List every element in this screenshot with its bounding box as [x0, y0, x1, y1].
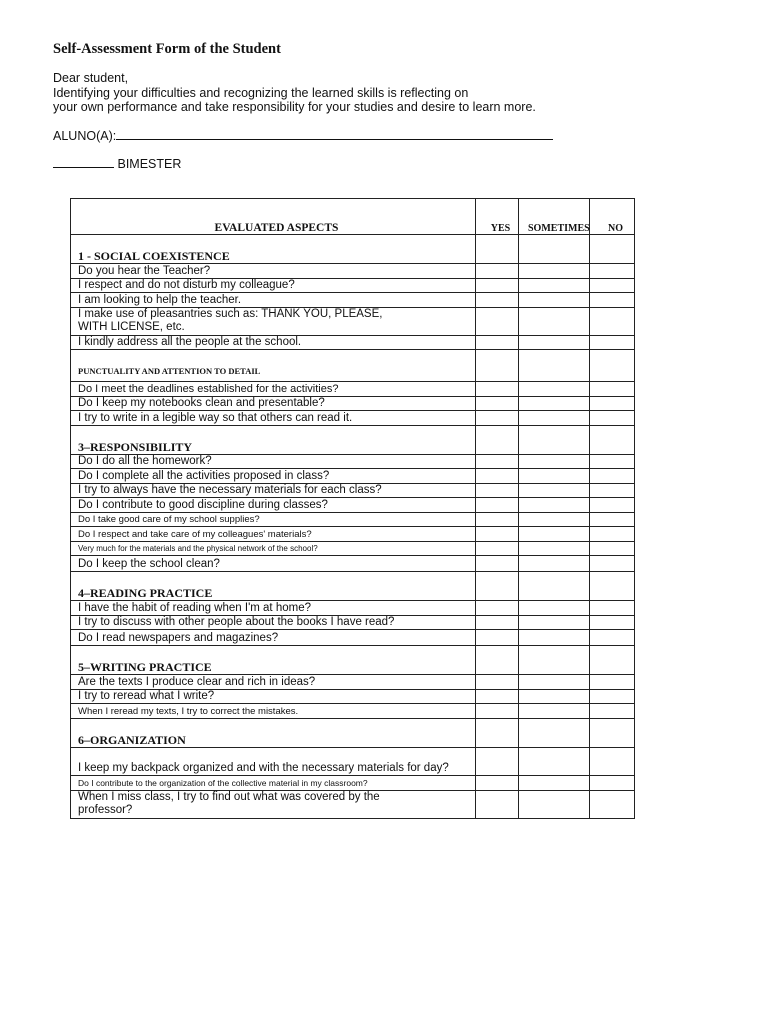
- no-cell[interactable]: [590, 382, 635, 397]
- assessment-table: [70, 198, 635, 819]
- yes-cell[interactable]: [476, 541, 519, 556]
- bimester-label: BIMESTER: [117, 157, 182, 171]
- aspect-text: Do I respect and take care of my colleagues' materials?: [71, 527, 476, 542]
- yes-cell[interactable]: [476, 293, 519, 308]
- student-name-blank[interactable]: [116, 127, 553, 140]
- yes-cell[interactable]: [476, 483, 519, 498]
- no-cell[interactable]: [590, 350, 635, 382]
- intro-text: [53, 71, 536, 115]
- table-row: [71, 541, 635, 556]
- yes-cell[interactable]: [476, 572, 519, 601]
- aspect-text: I kindly address all the people at the school.: [71, 335, 476, 350]
- table-row: [71, 483, 635, 498]
- section-title: PUNCTUALITY AND ATTENTION TO DETAIL: [71, 350, 476, 382]
- form-title: Self-Assessment Form of the Student: [53, 41, 281, 57]
- yes-cell[interactable]: [476, 278, 519, 293]
- table-row: [71, 396, 635, 411]
- no-cell[interactable]: [590, 601, 635, 616]
- sometimes-cell[interactable]: [519, 411, 590, 426]
- no-cell[interactable]: [590, 615, 635, 630]
- sometimes-cell[interactable]: [519, 630, 590, 646]
- student-name-line: [53, 127, 553, 143]
- no-cell[interactable]: [590, 689, 635, 704]
- sometimes-cell[interactable]: [519, 396, 590, 411]
- yes-cell[interactable]: [476, 307, 519, 335]
- yes-cell[interactable]: [476, 675, 519, 690]
- sometimes-cell[interactable]: [519, 704, 590, 719]
- sometimes-cell[interactable]: [519, 335, 590, 350]
- no-cell[interactable]: [590, 278, 635, 293]
- yes-cell[interactable]: [476, 264, 519, 279]
- sometimes-cell[interactable]: [519, 382, 590, 397]
- no-cell[interactable]: [590, 748, 635, 776]
- yes-cell[interactable]: [476, 601, 519, 616]
- section-row: [71, 425, 635, 454]
- yes-cell[interactable]: [476, 235, 519, 264]
- table-row: [71, 776, 635, 791]
- aspect-text: Are the texts I produce clear and rich in ideas?: [71, 675, 476, 690]
- sometimes-cell[interactable]: [519, 527, 590, 542]
- no-cell[interactable]: [590, 425, 635, 454]
- aspect-text: When I miss class, I try to find out what was covered by the professor?: [71, 790, 476, 818]
- yes-cell[interactable]: [476, 350, 519, 382]
- section-title: 6–ORGANIZATION: [71, 719, 476, 748]
- yes-cell[interactable]: [476, 527, 519, 542]
- header-yes: YES: [476, 199, 519, 235]
- sometimes-cell[interactable]: [519, 512, 590, 527]
- no-cell[interactable]: [590, 293, 635, 308]
- bimester-blank[interactable]: [53, 155, 114, 168]
- no-cell[interactable]: [590, 527, 635, 542]
- no-cell[interactable]: [590, 454, 635, 469]
- table-row: [71, 264, 635, 279]
- aspect-text: When I reread my texts, I try to correct the mistakes.: [71, 704, 476, 719]
- sometimes-cell[interactable]: [519, 556, 590, 572]
- sometimes-cell[interactable]: [519, 469, 590, 484]
- aspect-text: I keep my backpack organized and with the necessary materials for day?: [71, 748, 476, 776]
- yes-cell[interactable]: [476, 615, 519, 630]
- aspect-text: Do I do all the homework?: [71, 454, 476, 469]
- yes-cell[interactable]: [476, 704, 519, 719]
- no-cell[interactable]: [590, 411, 635, 426]
- table-header-row: [71, 199, 635, 235]
- section-title: 5–WRITING PRACTICE: [71, 646, 476, 675]
- sometimes-cell[interactable]: [519, 689, 590, 704]
- yes-cell[interactable]: [476, 689, 519, 704]
- sometimes-cell[interactable]: [519, 483, 590, 498]
- aspect-text: Do I contribute to the organization of the collective material in my classroom?: [71, 776, 476, 791]
- sometimes-cell[interactable]: [519, 719, 590, 748]
- intro-greeting: Dear student,: [53, 71, 129, 85]
- no-cell[interactable]: [590, 776, 635, 791]
- no-cell[interactable]: [590, 235, 635, 264]
- section-title: 4–READING PRACTICE: [71, 572, 476, 601]
- sometimes-cell[interactable]: [519, 235, 590, 264]
- aspect-text: I have the habit of reading when I'm at home?: [71, 601, 476, 616]
- table-row: [71, 630, 635, 646]
- no-cell[interactable]: [590, 556, 635, 572]
- aspect-text: Do I keep the school clean?: [71, 556, 476, 572]
- no-cell[interactable]: [590, 307, 635, 335]
- intro-line-1: Identifying your difficulties and recognizing the learned skills is reflecting on: [53, 85, 469, 100]
- sometimes-cell[interactable]: [519, 601, 590, 616]
- section-row: [71, 719, 635, 748]
- table-row: [71, 527, 635, 542]
- table-row: [71, 293, 635, 308]
- section-row: [71, 646, 635, 675]
- yes-cell[interactable]: [476, 748, 519, 776]
- yes-cell[interactable]: [476, 382, 519, 397]
- section-row: [71, 572, 635, 601]
- table-row: [71, 335, 635, 350]
- yes-cell[interactable]: [476, 776, 519, 791]
- aspect-text: I make use of pleasantries such as: THANK YOU, PLEASE, WITH LICENSE, etc.: [71, 307, 476, 335]
- no-cell[interactable]: [590, 675, 635, 690]
- table-row: [71, 278, 635, 293]
- no-cell[interactable]: [590, 541, 635, 556]
- aspect-text: Very much for the materials and the physical network of the school?: [71, 541, 476, 556]
- table-row: [71, 704, 635, 719]
- sometimes-cell[interactable]: [519, 350, 590, 382]
- table-row: [71, 615, 635, 630]
- yes-cell[interactable]: [476, 646, 519, 675]
- yes-cell[interactable]: [476, 630, 519, 646]
- bimester-line: [53, 155, 181, 171]
- aspect-text: I try to always have the necessary materials for each class?: [71, 483, 476, 498]
- yes-cell[interactable]: [476, 790, 519, 818]
- aspect-text: Do I meet the deadlines established for the activities?: [71, 382, 476, 397]
- table-row: [71, 748, 635, 776]
- sometimes-cell[interactable]: [519, 572, 590, 601]
- yes-cell[interactable]: [476, 719, 519, 748]
- table-row: [71, 675, 635, 690]
- no-cell[interactable]: [590, 483, 635, 498]
- section-title: 1 - SOCIAL COEXISTENCE: [71, 235, 476, 264]
- table-row: [71, 689, 635, 704]
- sometimes-cell[interactable]: [519, 498, 590, 513]
- yes-cell[interactable]: [476, 498, 519, 513]
- table-row: [71, 601, 635, 616]
- table-row: [71, 411, 635, 426]
- aspect-text: I try to write in a legible way so that others can read it.: [71, 411, 476, 426]
- sometimes-cell[interactable]: [519, 675, 590, 690]
- header-no: NO: [590, 199, 635, 235]
- sometimes-cell[interactable]: [519, 307, 590, 335]
- no-cell[interactable]: [590, 646, 635, 675]
- yes-cell[interactable]: [476, 512, 519, 527]
- no-cell[interactable]: [590, 630, 635, 646]
- sometimes-cell[interactable]: [519, 425, 590, 454]
- aspect-text: Do I complete all the activities proposed in class?: [71, 469, 476, 484]
- student-name-label: ALUNO(A):: [53, 129, 117, 143]
- table-row: [71, 382, 635, 397]
- yes-cell[interactable]: [476, 556, 519, 572]
- no-cell[interactable]: [590, 719, 635, 748]
- aspect-text: Do I read newspapers and magazines?: [71, 630, 476, 646]
- aspect-text: I try to discuss with other people about the books I have read?: [71, 615, 476, 630]
- aspect-text: Do I take good care of my school supplies?: [71, 512, 476, 527]
- no-cell[interactable]: [590, 790, 635, 818]
- no-cell[interactable]: [590, 469, 635, 484]
- section-row: [71, 235, 635, 264]
- yes-cell[interactable]: [476, 335, 519, 350]
- no-cell[interactable]: [590, 498, 635, 513]
- aspect-text: I try to reread what I write?: [71, 689, 476, 704]
- aspect-text: I am looking to help the teacher.: [71, 293, 476, 308]
- table-row: [71, 307, 635, 335]
- header-sometimes: SOMETIMES: [519, 199, 590, 235]
- yes-cell[interactable]: [476, 469, 519, 484]
- sometimes-cell[interactable]: [519, 293, 590, 308]
- table-row: [71, 454, 635, 469]
- no-cell[interactable]: [590, 704, 635, 719]
- no-cell[interactable]: [590, 572, 635, 601]
- no-cell[interactable]: [590, 264, 635, 279]
- section-title: 3–RESPONSIBILITY: [71, 425, 476, 454]
- yes-cell[interactable]: [476, 396, 519, 411]
- table-row: [71, 790, 635, 818]
- intro-line-2: your own performance and take responsibility for your studies and desire to learn more.: [53, 100, 536, 114]
- table-row: [71, 469, 635, 484]
- no-cell[interactable]: [590, 396, 635, 411]
- aspect-text: Do I keep my notebooks clean and presentable?: [71, 396, 476, 411]
- header-evaluated-aspects: EVALUATED ASPECTS: [71, 199, 476, 235]
- yes-cell[interactable]: [476, 425, 519, 454]
- yes-cell[interactable]: [476, 411, 519, 426]
- sometimes-cell[interactable]: [519, 646, 590, 675]
- table-row: [71, 556, 635, 572]
- table-row: [71, 512, 635, 527]
- sometimes-cell[interactable]: [519, 615, 590, 630]
- section-row: [71, 350, 635, 382]
- sometimes-cell[interactable]: [519, 776, 590, 791]
- sometimes-cell[interactable]: [519, 541, 590, 556]
- sometimes-cell[interactable]: [519, 748, 590, 776]
- aspect-text: Do you hear the Teacher?: [71, 264, 476, 279]
- no-cell[interactable]: [590, 335, 635, 350]
- yes-cell[interactable]: [476, 454, 519, 469]
- sometimes-cell[interactable]: [519, 278, 590, 293]
- sometimes-cell[interactable]: [519, 790, 590, 818]
- sometimes-cell[interactable]: [519, 264, 590, 279]
- no-cell[interactable]: [590, 512, 635, 527]
- aspect-text: I respect and do not disturb my colleague?: [71, 278, 476, 293]
- sometimes-cell[interactable]: [519, 454, 590, 469]
- table-row: [71, 498, 635, 513]
- aspect-text: Do I contribute to good discipline during classes?: [71, 498, 476, 513]
